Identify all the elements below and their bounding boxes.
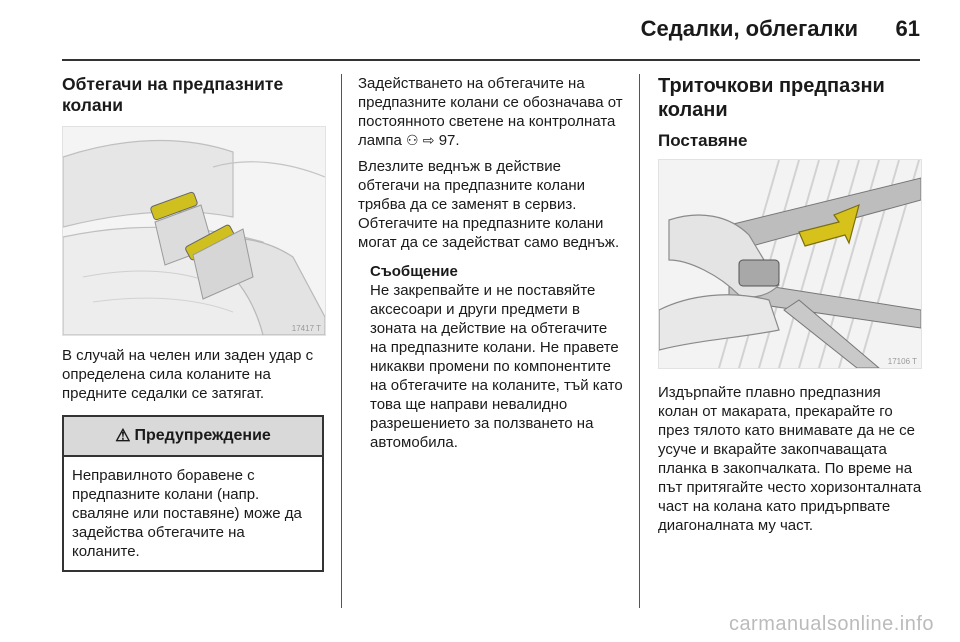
warning-box	[62, 415, 324, 572]
buckle-tongue-icon	[739, 260, 779, 286]
column-divider	[639, 74, 640, 608]
column-divider	[341, 74, 342, 608]
seats-drawing	[63, 127, 325, 335]
note-block	[370, 262, 624, 452]
activation-text: Задействането на обтегачите на предпазните колани се обозначава от постоянното светене на контролната лампа	[358, 75, 623, 149]
left-column	[62, 74, 324, 572]
page-reference: 97.	[438, 132, 460, 149]
warning-title: Предупреждение	[134, 427, 271, 444]
figure-code: 17417 T	[291, 324, 321, 333]
seatbelt-lamp-icon: ⚇	[406, 132, 419, 148]
fastening-belt-illustration	[658, 159, 922, 369]
warning-text: Неправилното боравене с предпазните колани (напр. сваляне или поставяне) може да задействa обтегачите на коланите.	[72, 467, 302, 560]
tensioner-paragraph: В случай на челен или заден удар с определена сила коланите на предните седалки се затягат.	[62, 347, 314, 402]
page-header	[62, 0, 920, 60]
page-reference-icon: ⇨	[422, 132, 435, 148]
note-text: Не закрепвайте и не поставяйте аксесоари и други предмети в зоната на действие на обтегачите на предпазните колани. Не правете никакви промени по компонентите на обтегачите на коланите, тъй като това ще направи невалидно разрешението за ползването на автомобила.	[370, 282, 623, 451]
subheading-fastening: Поставяне	[658, 131, 748, 150]
page-number: 61	[895, 16, 920, 41]
fastening-paragraph: Издърпайте плавно предпазния колан от макарата, прекарайте го през тялото като внимавате да не се усуче и вкарайте закопчаващата планка в закопчалката. По време на път притягайте често хоризонталната част на колана като придърпвате диагоналната му част.	[658, 384, 922, 534]
activation-paragraph	[358, 74, 624, 150]
middle-column	[358, 74, 624, 452]
belt-drawing	[659, 160, 921, 368]
section-heading-three-point-belts: Триточкови предпазни колани	[658, 75, 885, 121]
page-title: Седалки, облегалки	[640, 16, 858, 41]
right-column	[658, 74, 922, 535]
replacement-paragraph: Влезлите веднъж в действие обтегачи на предпазните колани трябва да се заменят в сервиз. Обтегачите на предпазните колани могат да се задействат само веднъж.	[358, 158, 620, 251]
warning-body	[64, 457, 322, 570]
section-heading-tensioners: Обтегачи на предпазните колани	[62, 74, 284, 115]
header-rule	[62, 59, 920, 61]
warning-header	[64, 417, 322, 457]
watermark: carmanualsonline.info	[728, 613, 934, 635]
warning-triangle-icon: ⚠	[115, 426, 131, 445]
figure-code: 17106 T	[887, 357, 917, 366]
seatbelt-tensioner-illustration	[62, 126, 326, 336]
note-title: Съобщение	[370, 263, 458, 280]
